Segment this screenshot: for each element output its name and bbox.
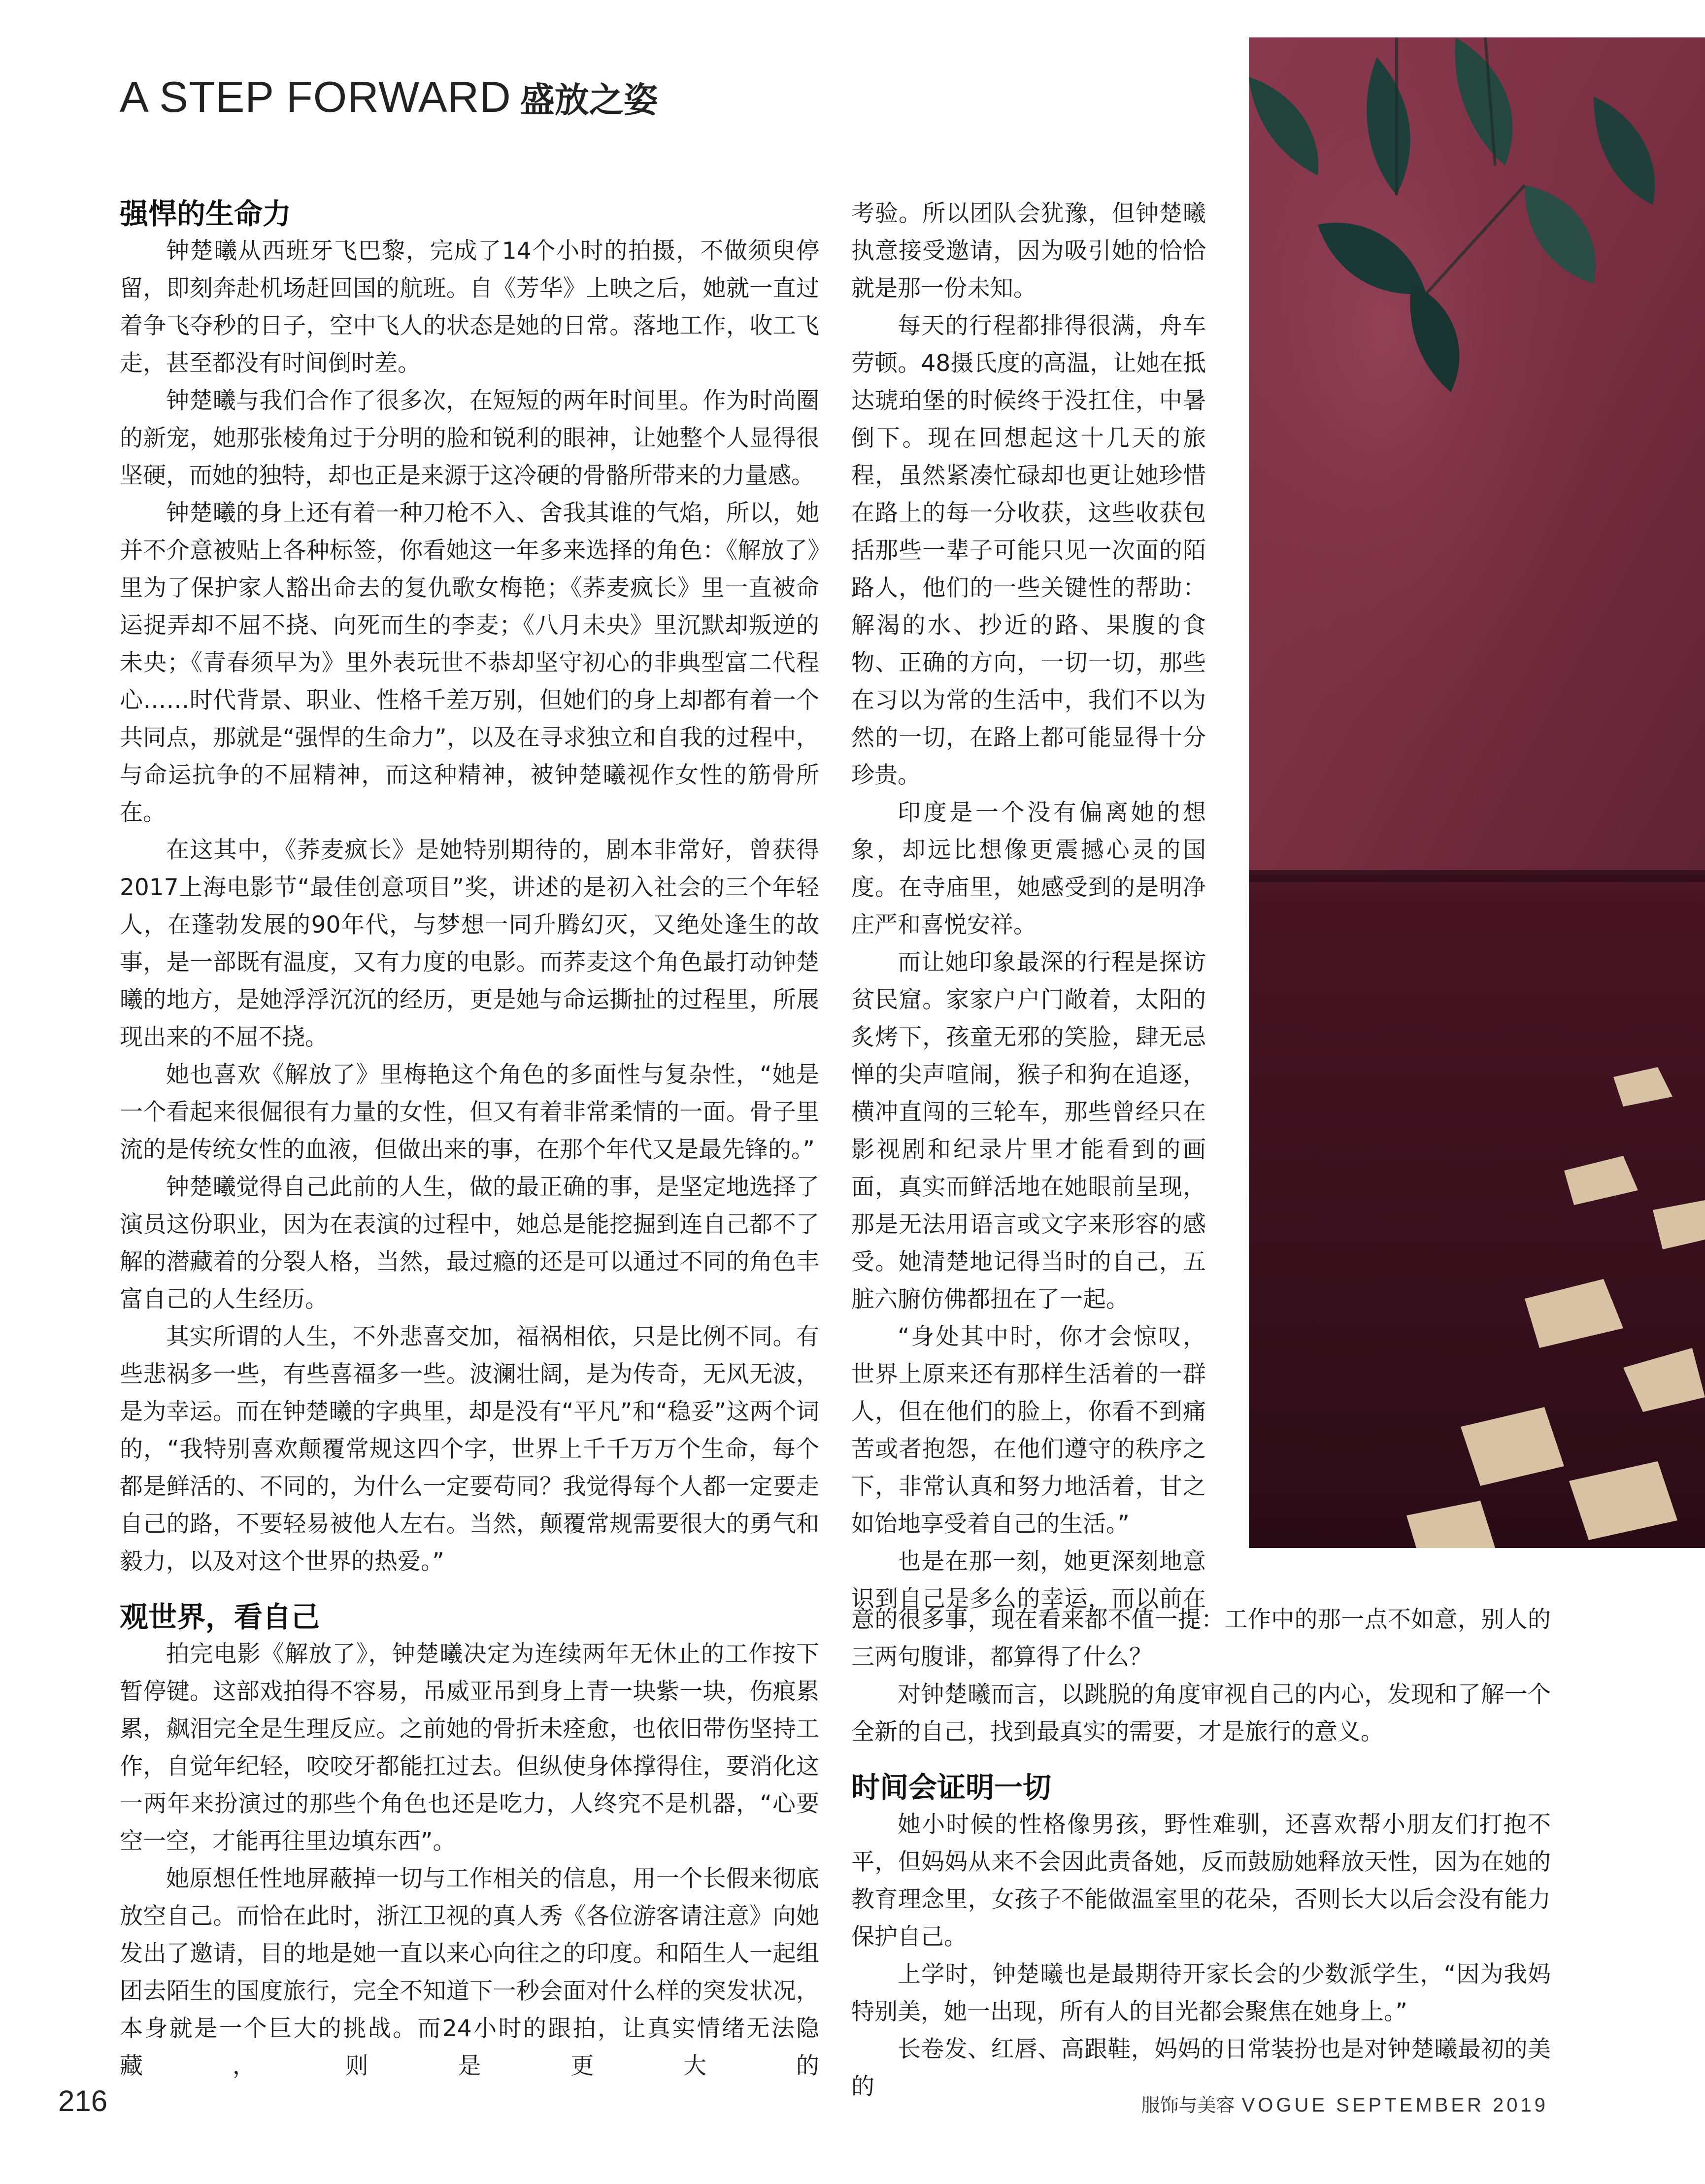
magazine-name-zh: 服饰与美容 [1141,2094,1235,2116]
paragraph-continued: 意的很多事，现在看来都不值一提：工作中的那一点不如意，别人的三两句腹诽，都算得了什么？ [851,1606,1551,1671]
section-heading: 观世界，看自己 [120,1600,320,1634]
paragraph: 印度是一个没有偏离她的想象，却远比想像更震撼心灵的国度。在寺庙里，她感受到的是明净庄严和喜悦安祥。 [851,799,1206,939]
paragraph: 也是在那一刻，她更深刻地意识到自己是多么的幸运，而以前在 [851,1548,1206,1613]
paragraph: 上学时，钟楚曦也是最期待开家长会的少数派学生，“因为我妈特别美，她一出现，所有人的目光都会聚焦在她身上。” [851,1961,1551,2025]
paragraph: “身处其中时，你才会惊叹，世界上原来还有那样生活着的一群人，但在他们的脸上，你看不到痛苦或者抱怨，在他们遵守的秩序之下，非常认真和努力地活着，甘之如饴地享受着自己的生活。” [851,1323,1206,1538]
page-number: 216 [58,2084,108,2117]
paragraph: 钟楚曦觉得自己此前的人生，做的最正确的事，是坚定地选择了演员这份职业，因为在表演的过程中，她总是能挖掘到连自己都不了解的潜藏着的分裂人格，当然，最过瘾的还是可以通过不同的角色丰富自己的人生经历。 [120,1174,819,1313]
page-header [120,72,658,122]
article-column-bottom [851,1601,1551,2106]
magazine-footer [1141,2090,1548,2117]
paragraph: 钟楚曦从西班牙飞巴黎，完成了14个小时的拍摄，不做须臾停留，即刻奔赴机场赶回国的航班。自《芳华》上映之后，她就一直过着争飞夺秒的日子，空中飞人的状态是她的日常。落地工作，收工飞走，甚至都没有时间倒时差。 [120,237,819,377]
header-title-en: A STEP FORWARD [120,72,511,121]
paragraph: 其实所谓的人生，不外悲喜交加，福祸相依，只是比例不同。有些悲祸多一些，有些喜福多一些。波澜壮阔，是为传奇，无风无波，是为幸运。而在钟楚曦的字典里，却是没有“平凡”和“稳妥”这两个词的，“我特别喜欢颠覆常规这四个字，世界上千千万万个生命，每个都是鲜活的、不同的，为什么一定要苟同？我觉得每个人都一定要走自己的路，不要轻易被他人左右。当然，颠覆常规需要很大的勇气和毅力，以及对这个世界的热爱。” [120,1323,819,1575]
article-column-right [851,195,1206,1618]
paragraph: 她小时候的性格像男孩，野性难驯，还喜欢帮小朋友们打抱不平，但妈妈从来不会因此责备她，反而鼓励她释放天性，因为在她的教育理念里，女孩子不能做温室里的花朵，否则长大以后会没有能力保护自己。 [851,1811,1551,1950]
paragraph: 钟楚曦的身上还有着一种刀枪不入、舍我其谁的气焰，所以，她并不介意被贴上各种标签，你看她这一年多来选择的角色：《解放了》里为了保护家人豁出命去的复仇歌女梅艳；《荞麦疯长》里一直被命运捉弄却不屈不挠、向死而生的李麦；《八月未央》里沉默却叛逆的未央；《青春须早为》里外表玩世不恭却坚守初心的非典型富二代程心……时代背景、职业、性格千差万别，但她们的身上却都有着一个共同点，那就是“强悍的生命力”，以及在寻求独立和自我的过程中，与命运抗争的不屈精神，而这种精神，被钟楚曦视作女性的筋骨所在。 [120,500,819,826]
article-column-left [120,195,819,2085]
paragraph: 长卷发、红唇、高跟鞋，妈妈的日常装扮也是对钟楚曦最初的美的 [851,2036,1551,2100]
editorial-photo [1249,37,1705,1548]
paragraph: 对钟楚曦而言，以跳脱的角度审视自己的内心，发现和了解一个全新的自己，找到最真实的需要，才是旅行的意义。 [851,1681,1551,1746]
paragraph: 拍完电影《解放了》，钟楚曦决定为连续两年无休止的工作按下暂停键。这部戏拍得不容易，吊威亚吊到身上青一块紫一块，伤痕累累，飙泪完全是生理反应。之前她的骨折未痊愈，也依旧带伤坚持工作，自觉年纪轻，咬咬牙都能扛过去。但纵使身体撑得住，要消化这一两年来扮演过的那些个角色也还是吃力，人终究不是机器，“心要空一空，才能再往里边填东西”。 [120,1641,819,1855]
magazine-issue: VOGUE SEPTEMBER 2019 [1241,2094,1548,2116]
paragraph: 钟楚曦与我们合作了很多次，在短短的两年时间里。作为时尚圈的新宠，她那张棱角过于分明的脸和锐利的眼神，让她整个人显得很坚硬，而她的独特，却也正是来源于这冷硬的骨骼所带来的力量感。 [120,387,819,489]
paragraph: 而让她印象最深的行程是探访贫民窟。家家户户门敞着，太阳的炙烤下，孩童无邪的笑脸，肆无忌惮的尖声喧闹，猴子和狗在追逐，横冲直闯的三轮车，那些曾经只在影视剧和纪录片里才能看到的画面，真实而鲜活地在她眼前呈现，那是无法用语言或文字来形容的感受。她清楚地记得当时的自己，五脏六腑仿佛都扭在了一起。 [851,949,1206,1313]
paragraph: 她也喜欢《解放了》里梅艳这个角色的多面性与复杂性，“她是一个看起来很倔很有力量的女性，但又有着非常柔情的一面。骨子里流的是传统女性的血液，但做出来的事，在那个年代又是最先锋的。” [120,1061,819,1163]
paragraph: 她原想任性地屏蔽掉一切与工作相关的信息，用一个长假来彻底放空自己。而恰在此时，浙江卫视的真人秀《各位游客请注意》向她发出了邀请，目的地是她一直以来心向往之的印度。和陌生人一起组团去陌生的国度旅行，完全不知道下一秒会面对什么样的突发状况，本身就是一个巨大的挑战。而24小时的跟拍，让真实情绪无法隐藏，则是更大的 [120,1865,819,2080]
header-title-zh: 盛放之姿 [520,80,658,120]
paragraph: 每天的行程都排得很满，舟车劳顿。48摄氏度的高温，让她在抵达琥珀堡的时候终于没扛住，中暑倒下。现在回想起这十几天的旅程，虽然紧凑忙碌却也更让她珍惜在路上的每一分收获，这些收获包括那些一辈子可能只见一次面的陌路人，他们的一些关键性的帮助：解渴的水、抄近的路、果腹的食物、正确的方向，一切一切，那些在习以为常的生活中，我们不以为然的一切，在路上都可能显得十分珍贵。 [851,312,1206,789]
section-heading: 时间会证明一切 [851,1771,1052,1804]
paragraph: 在这其中，《荞麦疯长》是她特别期待的，剧本非常好，曾获得2017上海电影节“最佳创意项目”奖，讲述的是初入社会的三个年轻人，在蓬勃发展的90年代，与梦想一同升腾幻灭，又绝处逢生的故事，是一部既有温度，又有力度的电影。而荞麦这个角色最打动钟楚曦的地方，是她浮浮沉沉的经历，更是她与命运撕扯的过程里，所展现出来的不屈不挠。 [120,837,819,1051]
section-heading: 强悍的生命力 [120,197,292,231]
photo-illustration [1249,37,1705,1548]
paragraph-continued: 考验。所以团队会犹豫，但钟楚曦执意接受邀请，因为吸引她的恰恰就是那一份未知。 [851,200,1206,302]
